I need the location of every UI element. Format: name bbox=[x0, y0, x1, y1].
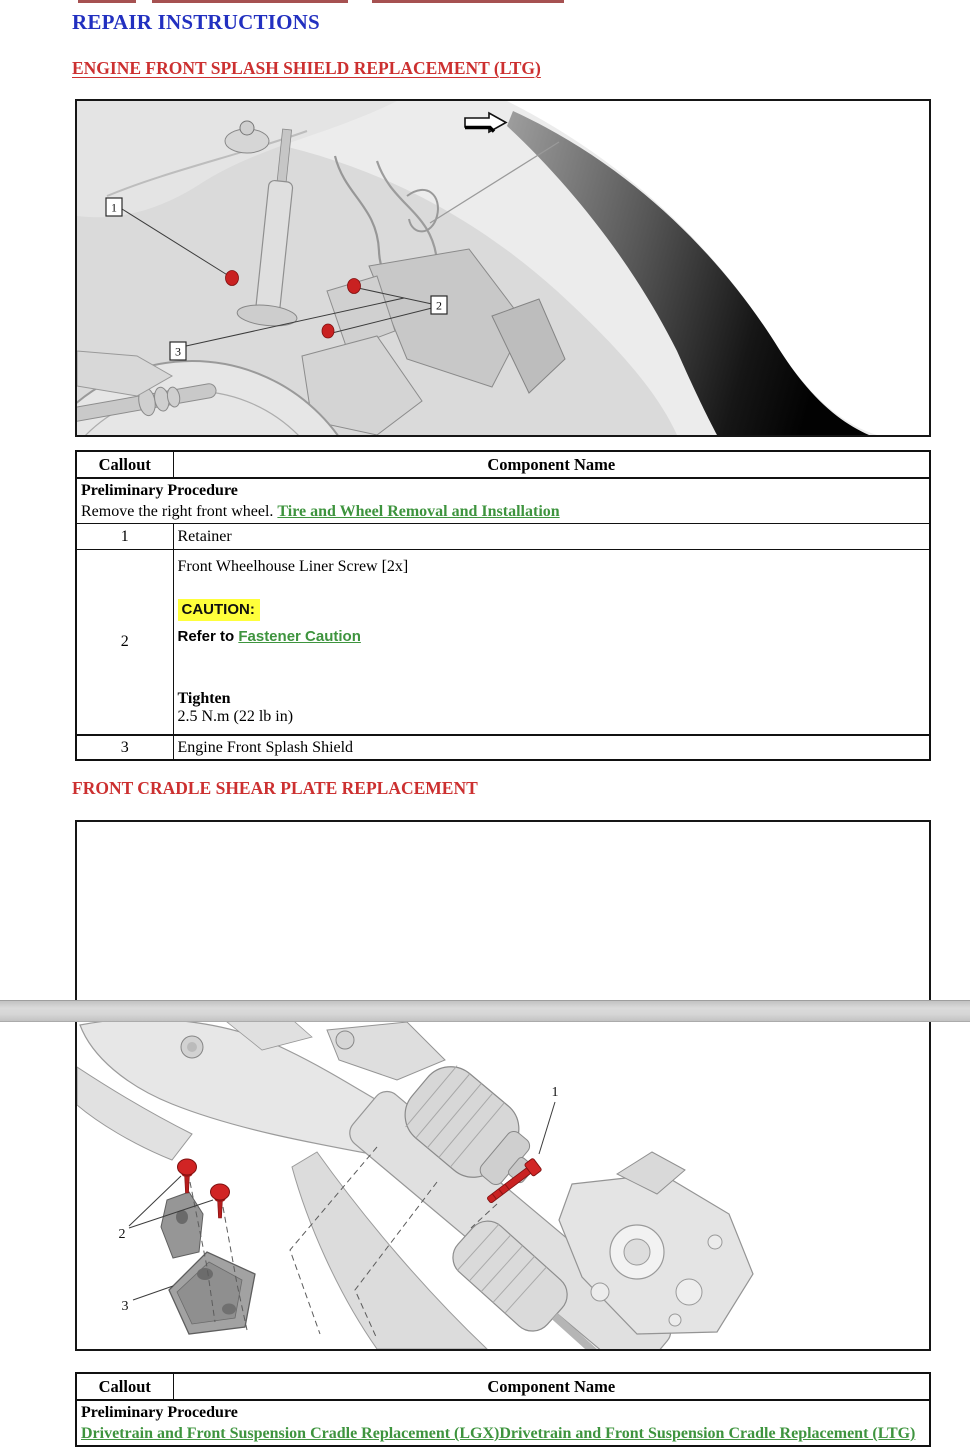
fastener-dot bbox=[226, 271, 239, 286]
component-table-shear-plate bbox=[75, 1372, 931, 1447]
shear-plate-graphic bbox=[161, 1192, 255, 1334]
preliminary-procedure-label: Preliminary Procedure bbox=[81, 482, 238, 499]
callout-number: 1 bbox=[76, 524, 173, 550]
preliminary-procedure-cell bbox=[76, 478, 930, 524]
tighten-label: Tighten bbox=[177, 690, 231, 708]
shear-plate-illustration bbox=[77, 822, 929, 1349]
cropped-text-remnant bbox=[78, 0, 136, 3]
page-break-bar bbox=[0, 1000, 970, 1022]
preliminary-procedure-cell bbox=[76, 1400, 930, 1446]
callout-1-marker: 1 bbox=[551, 1085, 559, 1100]
table-row bbox=[76, 735, 930, 760]
component-name: Engine Front Splash Shield bbox=[173, 735, 930, 760]
svg-text:3: 3 bbox=[175, 344, 181, 359]
cropped-text-remnant bbox=[372, 0, 564, 3]
table-row bbox=[76, 550, 930, 736]
component-table-splash-shield bbox=[75, 450, 931, 761]
callout-2-marker: 2 bbox=[118, 1227, 126, 1242]
section-heading-front-cradle-shear-plate: FRONT CRADLE SHEAR PLATE REPLACEMENT bbox=[72, 778, 478, 798]
table-row bbox=[76, 524, 930, 550]
callout-1-marker bbox=[106, 198, 122, 216]
preliminary-procedure-label: Preliminary Procedure bbox=[81, 1404, 238, 1421]
svg-text:1: 1 bbox=[111, 200, 117, 215]
col-header-component-name: Component Name bbox=[173, 451, 930, 478]
drivetrain-cradle-replacement-link[interactable]: Drivetrain and Front Suspension Cradle Replacement (LGX)Drivetrain and Front Suspension Cradle Replacement (LTG) bbox=[81, 1425, 916, 1443]
component-detail-cell bbox=[173, 550, 930, 736]
figure-engine-front-splash-shield bbox=[75, 99, 931, 437]
callout-number: 2 bbox=[76, 550, 173, 736]
page-title: REPAIR INSTRUCTIONS bbox=[72, 10, 320, 34]
tighten-spec: 2.5 N.m (22 lb in) bbox=[177, 708, 294, 726]
callout-3-marker: 3 bbox=[121, 1299, 129, 1314]
component-name: Retainer bbox=[173, 524, 930, 550]
tire-wheel-removal-link[interactable]: Tire and Wheel Removal and Installation bbox=[277, 503, 560, 521]
col-header-callout: Callout bbox=[76, 451, 173, 478]
callout-2-marker bbox=[431, 296, 447, 314]
callout-number: 3 bbox=[76, 735, 173, 760]
shear-plate-bolt bbox=[211, 1184, 230, 1218]
preliminary-procedure-text: Remove the right front wheel. bbox=[81, 503, 278, 521]
figure-front-cradle-shear-plate bbox=[75, 820, 931, 1351]
fastener-caution-link[interactable]: Fastener Caution bbox=[238, 628, 361, 646]
caution-label: CAUTION: bbox=[178, 599, 260, 621]
section-heading-engine-splash-shield: ENGINE FRONT SPLASH SHIELD REPLACEMENT (LTG) bbox=[72, 58, 541, 78]
component-name: Front Wheelhouse Liner Screw [2x] bbox=[177, 558, 409, 576]
callout-3-marker bbox=[170, 342, 186, 360]
refer-to-text: Refer to bbox=[177, 628, 239, 646]
fastener-dot bbox=[348, 279, 361, 294]
col-header-callout: Callout bbox=[76, 1373, 173, 1400]
splash-shield-illustration bbox=[77, 101, 929, 435]
col-header-component-name: Component Name bbox=[173, 1373, 930, 1400]
cropped-text-remnant bbox=[152, 0, 348, 3]
svg-text:2: 2 bbox=[436, 298, 442, 313]
fastener-dot bbox=[322, 324, 334, 338]
